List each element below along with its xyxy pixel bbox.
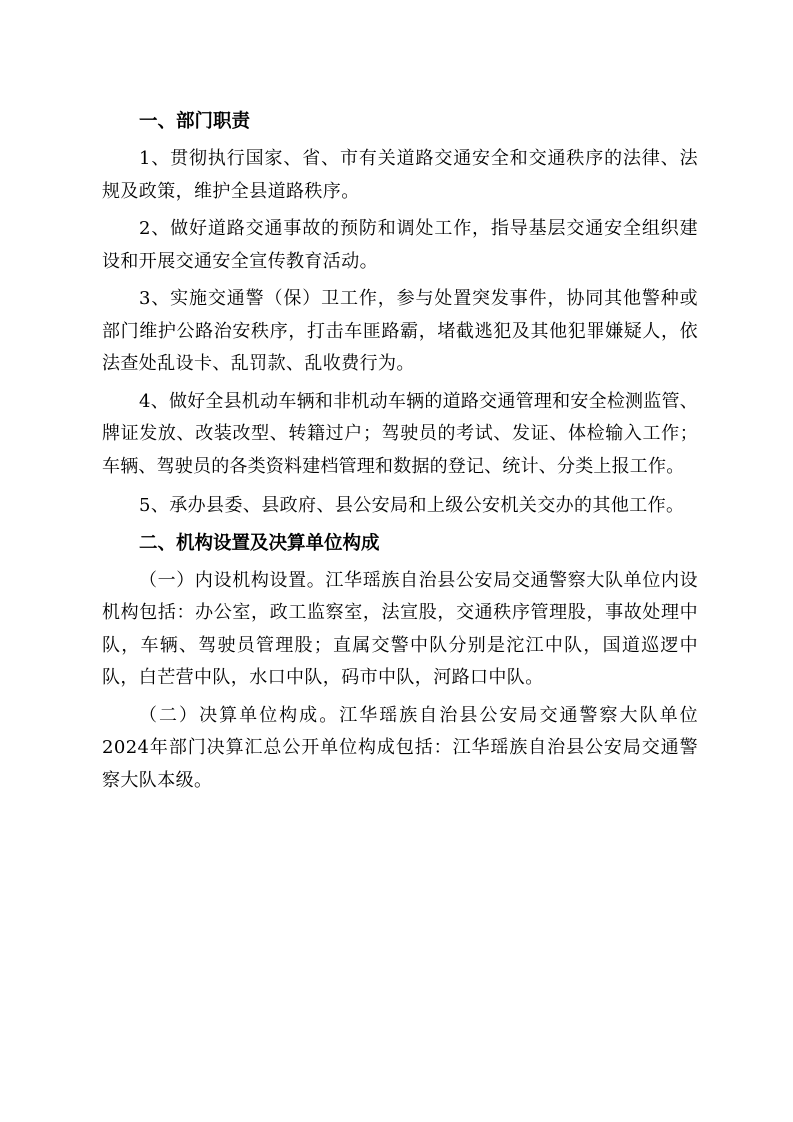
org-item-internal: （一）内设机构设置。江华瑶族自治县公安局交通警察大队单位内设机构包括：办公室，政工监察室，法宣股，交通秩序管理股，事故处理中队，车辆、驾驶员管理股；直属交警中队分别是沱江中队，国道巡逻中队，白芒营中队，水口中队，码市中队，河路口中队。 — [102, 569, 698, 688]
duty-item-2: 2、做好道路交通事故的预防和调处工作，指导基层交通安全组织建设和开展交通安全宣传教育活动。 — [102, 218, 698, 272]
section-heading-duties: 一、部门职责 — [139, 111, 251, 132]
duty-item-3: 3、实施交通警（保）卫工作，参与处置突发事件，协同其他警种或部门维护公路治安秩序，打击车匪路霸，堵截逃犯及其他犯罪嫌疑人，依法查处乱设卡、乱罚款、乱收费行为。 — [102, 288, 698, 374]
org-item-final-accounts: （二）决算单位构成。江华瑶族自治县公安局交通警察大队单位2024年部门决算汇总公开单位构成包括：江华瑶族自治县公安局交通警察大队本级。 — [102, 704, 698, 791]
document-page — [102, 106, 698, 797]
duty-item-1: 1、贯彻执行国家、省、市有关道路交通安全和交通秩序的法律、法规及政策，维护全县道路秩序。 — [102, 148, 698, 202]
section-heading-organization: 二、机构设置及决算单位构成 — [139, 532, 380, 554]
duty-item-5: 5、承办县委、县政府、县公安局和上级公安机关交办的其他工作。 — [139, 495, 685, 516]
duty-item-4: 4、做好全县机动车辆和非机动车辆的道路交通管理和安全检测监管、牌证发放、改装改型、转籍过户；驾驶员的考试、发证、体检输入工作；车辆、驾驶员的各类资料建档管理和数据的登记、统计、分类上报工作。 — [102, 390, 698, 477]
